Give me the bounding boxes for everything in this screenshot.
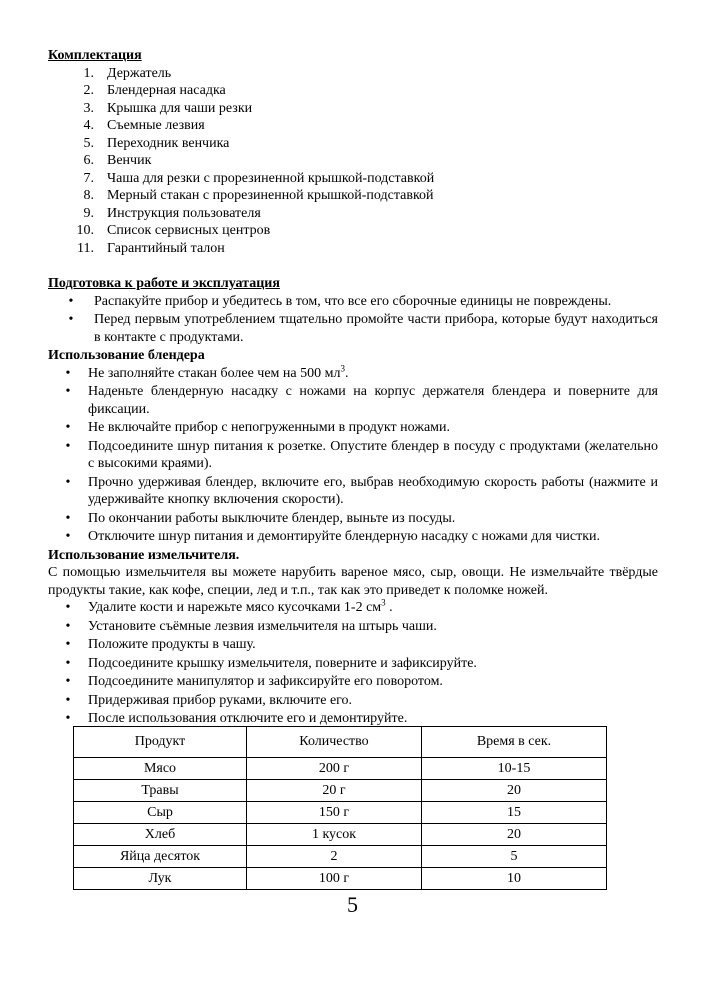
list-item-text: Не включайте прибор с непогруженными в продукт ножами. [88,420,451,435]
list-item-text: Наденьте блендерную насадку с ножами на корпус держателя блендера и поверните для фиксации. [88,384,658,417]
list-item-text: Отключите шнур питания и демонтируйте блендерную насадку с ножами для чистки. [88,529,601,544]
list-item-text: Инструкция пользователя [107,205,261,221]
list-item-text: Держатель [107,65,172,81]
table-cell: Сыр [74,802,247,824]
list-item-text: Список сервисных центров [107,223,271,238]
list-item-text: Венчик [107,153,152,168]
table-cell: Мясо [74,758,247,780]
table-row [74,824,607,846]
table-cell: 1 кусок [247,824,422,846]
list-item-text: Придерживая прибор руками, включите его. [88,692,353,708]
bullet-icon: • [65,692,71,708]
table-cell: 150 г [247,802,422,824]
bullet-icon: • [65,637,71,652]
list-item [48,710,658,728]
table-row [74,802,607,824]
table-cell: 2 [247,846,422,868]
prep-list [48,293,658,347]
table-cell: 15 [422,802,607,824]
bullet-icon: • [68,312,74,327]
list-item-text: Подсоедините крышку измельчителя, поверните и зафиксируйте. [88,655,477,671]
list-item-text: Установите съёмные лезвия измельчителя на штырь чаши. [88,618,437,634]
list-item-text: Блендерная насадка [107,83,226,98]
list-item-text: Распакуйте прибор и убедитесь в том, что все его сборочные единицы не повреждены. [94,293,612,309]
bullet-icon: • [65,600,71,615]
list-item [48,240,658,258]
list-number: 7. [83,170,94,186]
list-item-text: После использования отключите его и демонтируйте. [88,711,408,726]
list-number: 10. [76,223,94,238]
list-item-text: Прочно удерживая блендер, включите его, выбрав необходимую скорость работы (нажмите и удерживайте кнопку включения скорости). [88,474,658,507]
table-header: Количество [247,727,422,758]
list-number: 11. [77,240,94,256]
table-cell: 10-15 [422,758,607,780]
table-row [74,780,607,802]
list-number: 5. [83,135,94,151]
table-cell: 10 [422,868,607,890]
superscript: 3 [381,597,386,608]
product-table [73,726,607,890]
list-item-text: Подсоедините шнур питания к розетке. Опустите блендер в посуду с продуктами (желательно с высокими краями). [88,438,658,471]
list-item [48,205,658,223]
list-item-text: Положите продукты в чашу. [88,637,256,652]
list-item: • Не заполняйте стакан более чем на 500 $мл^3$. [48,365,658,383]
list-item: • Удалите кости и нарежьте мясо кусочками 1-2 $см^3$ . [48,599,658,617]
list-item-text: Крышка для чаши резки [107,100,253,116]
table-cell: 100 г [247,868,422,890]
list-number: 4. [83,118,94,133]
list-item-text: Гарантийный талон [107,240,225,256]
list-item-text: Не заполняйте стакан более чем на 500 мл [88,365,341,381]
bullet-icon: • [65,420,71,435]
list-item-text: По окончании работы выключите блендер, выньте из посуды. [88,510,456,526]
table-cell: 20 [422,824,607,846]
list-item [48,65,658,83]
chopper-heading: Использование измельчителя. [48,547,240,563]
list-item [48,100,658,118]
blender-list [48,362,658,546]
list-number: 2. [83,83,94,98]
list-item-text: Перед первым употреблением тщательно промойте части прибора, которые будут находиться в контакте с продуктами. [94,312,658,345]
list-item [48,618,658,636]
kit-list [48,65,658,258]
chopper-list [48,599,658,728]
table-header: Продукт [74,727,247,758]
bullet-icon: • [65,674,71,689]
list-item [48,222,658,240]
bullet-icon: • [65,510,71,526]
prep-heading: Подготовка к работе и эксплуатация [48,276,280,291]
table-cell: Травы [74,780,247,802]
table-cell: Хлеб [74,824,247,846]
bullet-icon: • [68,293,74,309]
list-item [48,135,658,153]
list-item [48,187,658,205]
list-item [48,692,658,710]
list-number: 9. [83,205,94,221]
list-item [48,82,658,100]
list-number: 1. [83,65,94,81]
table-cell: Яйца десяток [74,846,247,868]
blender-heading: Использование блендера [48,348,205,363]
list-item [48,383,658,418]
list-item [48,673,658,691]
table-header: Время в сек. [422,727,607,758]
list-number: 3. [83,100,94,116]
list-item [48,152,658,170]
list-number: 6. [83,153,94,168]
bullet-icon: • [65,474,71,490]
list-item-text: Подсоедините манипулятор и зафиксируйте его поворотом. [88,674,443,689]
list-item [48,636,658,654]
list-item [48,117,658,135]
list-item [48,438,658,473]
table-cell: 5 [422,846,607,868]
list-item-text: Съемные лезвия [107,118,205,133]
list-item [48,419,658,437]
list-item [48,510,658,528]
list-item [48,311,658,346]
page-content [48,47,658,729]
table-cell: 200 г [247,758,422,780]
superscript: 3 [340,362,345,373]
list-item-text: Мерный стакан с прорезиненной крышкой-подставкой [107,188,434,203]
page-number: 5 [347,892,358,917]
list-item [48,528,658,546]
table-header-row [74,727,607,758]
list-item [48,170,658,188]
list-item [48,474,658,509]
bullet-icon: • [65,365,71,381]
bullet-icon: • [65,655,71,671]
list-item [48,293,658,311]
bullet-icon: • [65,438,71,454]
chopper-intro: С помощью измельчителя вы можете нарубить вареное мясо, сыр, овощи. Не измельчайте твёрдые продукты такие, как кофе, специи, лед и т.п., так как это приведет к поломке ножей. [48,565,658,598]
table-row [74,758,607,780]
bullet-icon: • [65,384,71,399]
bullet-icon: • [65,618,71,634]
table-cell: 20 [422,780,607,802]
bullet-icon: • [65,529,71,544]
table-cell: 20 г [247,780,422,802]
table-row [74,868,607,890]
list-number: 8. [83,188,94,203]
kit-heading: Комплектация [48,48,142,63]
list-item [48,655,658,673]
bullet-icon: • [65,711,71,726]
list-item-text: Переходник венчика [107,135,230,151]
table-row [74,846,607,868]
list-item-text: Удалите кости и нарежьте мясо кусочками 1-2 см [88,600,382,615]
list-item-text: Чаша для резки с прорезиненной крышкой-подставкой [107,170,435,186]
table-cell: Лук [74,868,247,890]
